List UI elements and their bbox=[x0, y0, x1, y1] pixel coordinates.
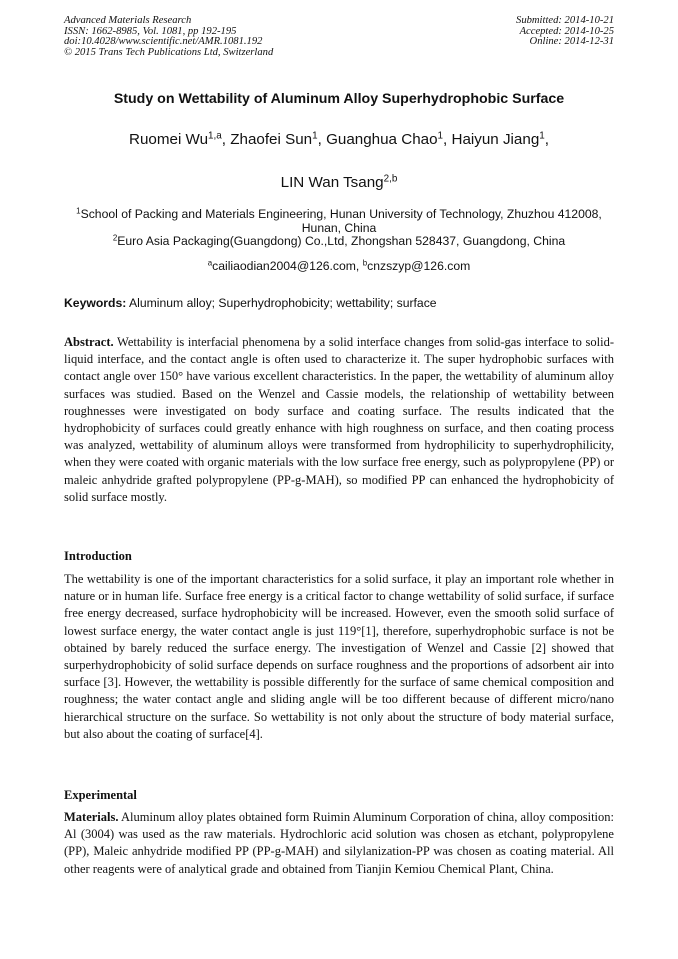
author-name: , Zhaofei Sun bbox=[221, 131, 313, 148]
abstract-text: Wettability is interfacial phenomena by a solid interface changes from solid-gas interface to solid-liquid interface, and the contact angle is often used to characterize it. The super hydrophobic surfaces with contact angle over 150° have various excellent characteristics. In the paper, the wettability of aluminum alloy surfaces was studied. Based on the Wenzel and Cassie models, the relationship of wettability between roughnesses were investigated on body surface and coating surface. The results indicated that the hydrophobicity of surfaces could greatly enhance with high roughness on surface, and then coating process was analyzed, wettability of aluminum alloys were transformed from hydrophilicity to superhydrophilicity, when they were coated with organic materials with the low surface free energy, such as polypropylene (PP) or maleic anhydride grafted polypropylene (PP-g-MAH), so modified PP can enhanced the hydrophobicity of solid surface mostly. bbox=[64, 335, 614, 504]
abstract bbox=[64, 334, 614, 506]
author-list-line2 bbox=[64, 174, 614, 191]
paper-title: Study on Wettability of Aluminum Alloy Superhydrophobic Surface bbox=[113, 91, 565, 107]
online-date: Online: 2014-12-31 bbox=[529, 36, 614, 48]
affiliation-text: School of Packing and Materials Engineering, Hunan University of Technology, Zhuzhou 412008, Hunan, China bbox=[80, 207, 602, 235]
keywords-text: Aluminum alloy; Superhydrophobicity; wettability; surface bbox=[126, 296, 437, 310]
author-sup: 2,b bbox=[383, 173, 398, 185]
author-name: Ruomei Wu bbox=[128, 131, 209, 148]
author-name: LIN Wan Tsang bbox=[280, 174, 384, 191]
email-address[interactable]: cnzszyp@126.com bbox=[367, 259, 471, 273]
keywords bbox=[64, 296, 614, 310]
email-sup: b bbox=[362, 258, 368, 268]
accepted-date: Accepted: 2014-10-25 bbox=[519, 25, 614, 37]
affiliation-sup: 2 bbox=[112, 233, 118, 243]
author-sup: 1,a bbox=[208, 130, 222, 142]
affiliation-1 bbox=[64, 208, 614, 235]
dates-header bbox=[516, 16, 614, 48]
author-sup: 1 bbox=[539, 130, 545, 142]
keywords-label: Keywords: bbox=[64, 296, 127, 310]
submitted-date: Submitted: 2014-10-21 bbox=[516, 15, 614, 26]
email-line bbox=[64, 259, 614, 273]
materials-paragraph bbox=[64, 809, 614, 878]
journal-name: Advanced Materials Research bbox=[64, 15, 192, 26]
email-address[interactable]: cailiaodian2004@126.com, bbox=[212, 259, 363, 273]
author-sup: 1 bbox=[437, 130, 444, 142]
author-separator: , bbox=[544, 131, 550, 148]
email-sup: a bbox=[207, 258, 213, 268]
section-heading-introduction: Introduction bbox=[64, 549, 132, 563]
affiliation-text: Euro Asia Packaging(Guangdong) Co.,Ltd, Zhongshan 528437, Guangdong, China bbox=[117, 234, 566, 249]
author-name: , Haiyun Jiang bbox=[443, 131, 540, 148]
copyright-line: © 2015 Trans Tech Publications Ltd, Switzerland bbox=[64, 46, 274, 58]
materials-label: Materials. bbox=[64, 810, 119, 824]
author-name: , Guanghua Chao bbox=[317, 131, 438, 148]
section-heading-experimental: Experimental bbox=[64, 788, 137, 802]
affiliation-2 bbox=[64, 235, 614, 249]
journal-header bbox=[64, 16, 273, 58]
introduction-paragraph: The wettability is one of the important characteristics for a solid surface, it play an important role whether in nature or in human life. Surface free energy is a critical factor to change wettability of solid surface, if surface free energy decreased, surface hydrophobicity will be increased. However, even the smooth solid surface of lowest surface energy, the water contact angle is just 119°[1], therefore, superhydrophobic surface is not be obtained by barely reduced the surface energy. The investigation of Wenzel and Cassie [2] showed that surperhydrophobicity of solid surface depends on surface roughness and the proportions of adsorbent air into surface [3]. However, the wettability is possible differently for the surface of same chemical composition and roughness; the water contact angle and sliding angle will be too different because of different micro/nano hierarchical structure on the surface. So wettability is not only about the structure of body material surface, but also about the coating of surface[4]. bbox=[64, 572, 614, 741]
author-sup: 1 bbox=[312, 130, 318, 142]
doi-line: doi:10.4028/www.scientific.net/AMR.1081.192 bbox=[64, 36, 263, 48]
materials-text: Aluminum alloy plates obtained form Ruimin Aluminum Corporation of china, alloy composition: Al (3004) was used as the raw materials. Hydrochloric acid solution was chosen as etchant, polypropylene (PP), Maleic anhydride modified PP (PP-g-MAH) and silylanization-PP was chosen as coating material. All other reagents were of analytical grade and obtained from Tianjin Kemiou Chemical Plant, China. bbox=[64, 810, 614, 876]
issn-line: ISSN: 1662-8985, Vol. 1081, pp 192-195 bbox=[64, 25, 237, 37]
affiliations bbox=[64, 208, 614, 249]
affiliation-sup: 1 bbox=[76, 206, 81, 216]
abstract-label: Abstract. bbox=[64, 335, 114, 349]
author-list bbox=[64, 131, 614, 148]
